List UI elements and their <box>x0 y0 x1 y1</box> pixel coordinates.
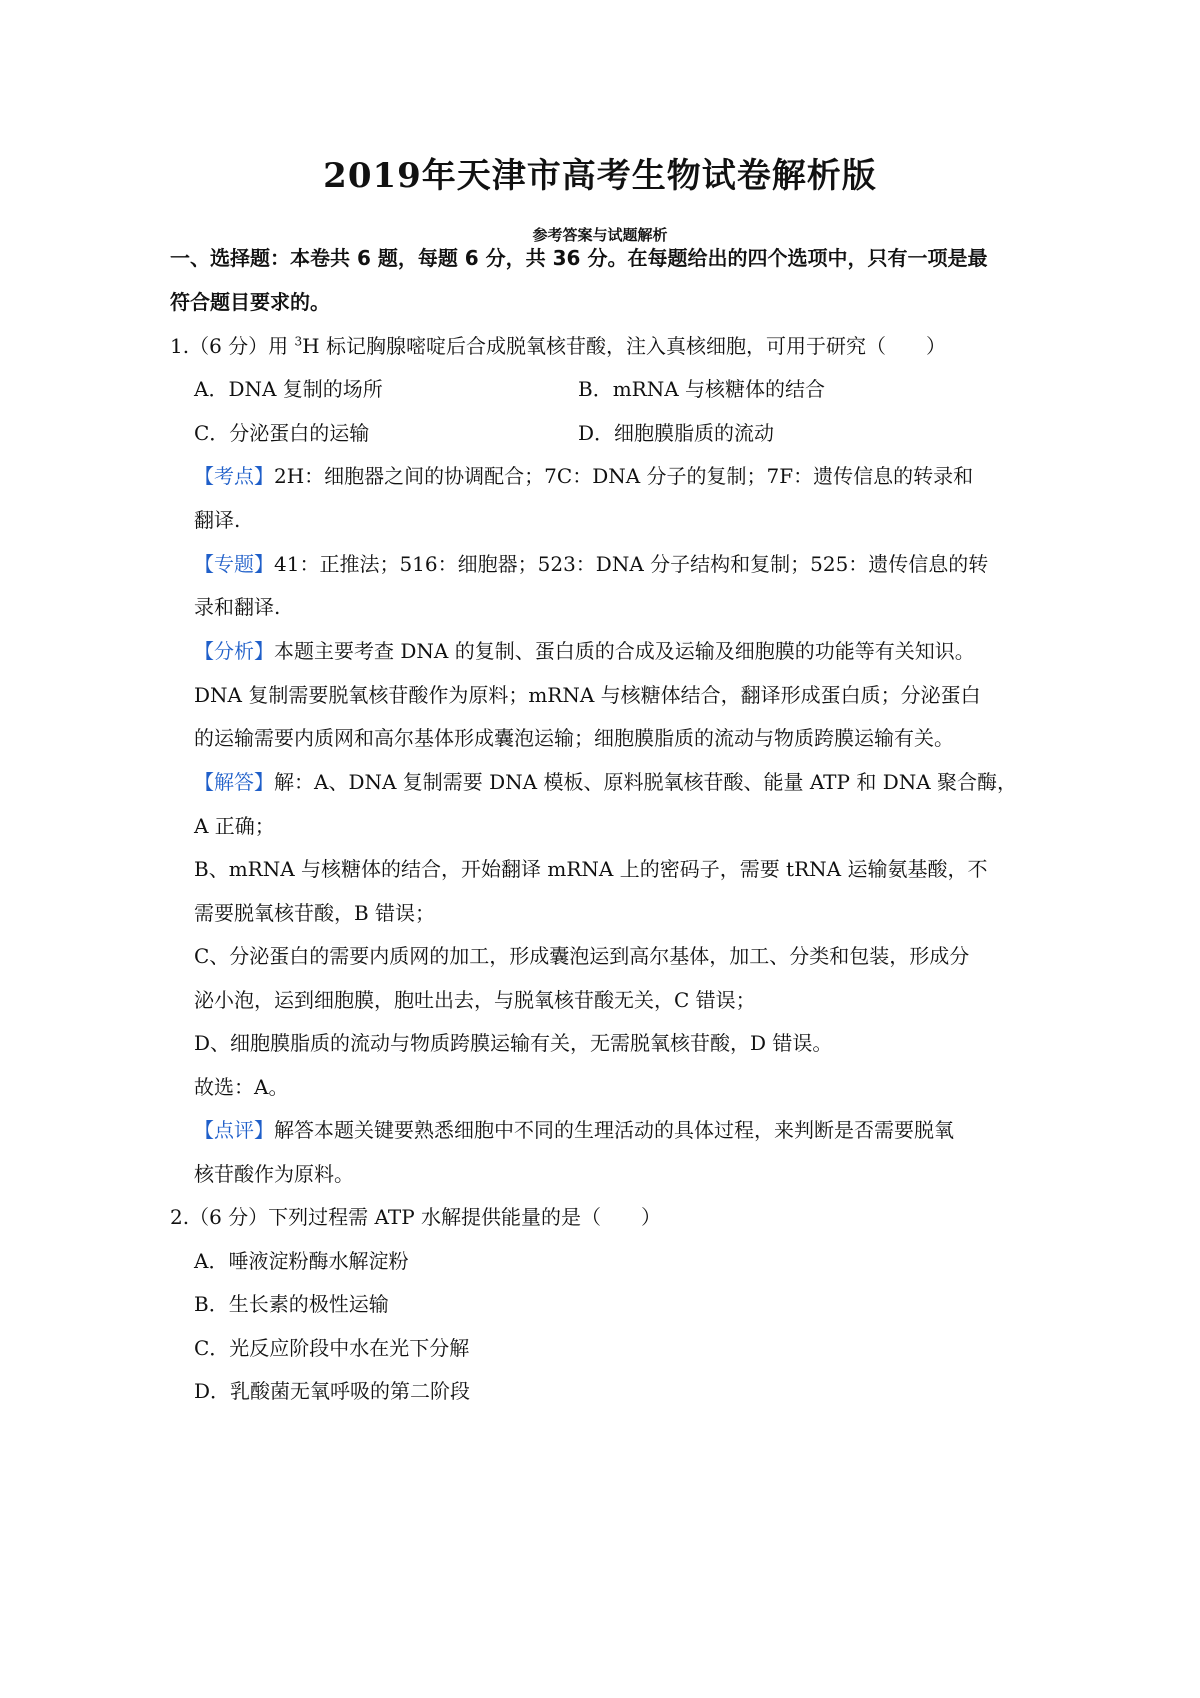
dianping-tag: 【点评】 <box>194 1118 274 1142</box>
fenxi-tag: 【分析】 <box>194 639 274 663</box>
kaodian-text-1: 2H：细胞器之间的协调配合；7C：DNA 分子的复制；7F：遗传信息的转录和 <box>274 464 974 488</box>
zhuanti-text-1: 41：正推法；516：细胞器；523：DNA 分子结构和复制；525：遗传信息的转 <box>274 552 989 576</box>
zhuanti-tag: 【专题】 <box>194 552 274 576</box>
q1-jieda-line-3: B、mRNA 与核糖体的结合，开始翻译 mRNA 上的密码子，需要 tRNA 运输氨基酸，不 <box>194 857 988 881</box>
q1-zhuanti-line-2: 录和翻译. <box>194 595 281 619</box>
dianping-text-1: 解答本题关键要熟悉细胞中不同的生理活动的具体过程，来判断是否需要脱氧 <box>274 1118 954 1142</box>
section-heading-line-2: 符合题目要求的。 <box>170 290 330 314</box>
q1-option-d: D．细胞膜脂质的流动 <box>578 421 775 445</box>
jieda-text-1: 解：A、DNA 复制需要 DNA 模板、原料脱氧核苷酸、能量 ATP 和 DNA 聚合酶， <box>274 770 1018 794</box>
fenxi-text-1: 本题主要考查 DNA 的复制、蛋白质的合成及运输及细胞膜的功能等有关知识。 <box>274 639 975 663</box>
page-title: 2019年天津市高考生物试卷解析版 <box>323 156 877 196</box>
q1-dianping-line-1 <box>194 1116 954 1144</box>
q1-jieda-line-8: 故选：A。 <box>194 1075 289 1099</box>
q2-option-a: A．唾液淀粉酶水解淀粉 <box>194 1249 409 1273</box>
q1-stem-rest: H 标记胸腺嘧啶后合成脱氧核苷酸，注入真核细胞，可用于研究（ ） <box>302 334 946 358</box>
q1-superscript: 3 <box>294 334 303 349</box>
q1-fenxi-line-2: DNA 复制需要脱氧核苷酸作为原料；mRNA 与核糖体结合，翻译形成蛋白质；分泌蛋白 <box>194 683 981 707</box>
question-2-stem: 2.（6 分）下列过程需 ATP 水解提供能量的是（ ） <box>170 1205 662 1229</box>
q1-jieda-line-2: A 正确； <box>194 814 275 838</box>
q1-jieda-line-6: 泌小泡，运到细胞膜，胞吐出去，与脱氧核苷酸无关，C 错误； <box>194 988 756 1012</box>
q2-option-d: D．乳酸菌无氧呼吸的第二阶段 <box>194 1379 471 1403</box>
q1-option-b: B．mRNA 与核糖体的结合 <box>578 377 826 401</box>
section-heading-line-1: 一、选择题：本卷共 6 题，每题 6 分，共 36 分。在每题给出的四个选项中，只有一项是最 <box>170 246 988 270</box>
q1-dianping-line-2: 核苷酸作为原料。 <box>194 1162 354 1186</box>
q1-fenxi-line-3: 的运输需要内质网和高尔基体形成囊泡运输；细胞膜脂质的流动与物质跨膜运输有关。 <box>194 726 954 750</box>
q1-jieda-line-4: 需要脱氧核苷酸，B 错误； <box>194 901 436 925</box>
q1-stem-prefix: 1.（6 分）用 <box>170 334 295 358</box>
q1-jieda-line-1 <box>194 768 1017 796</box>
q1-zhuanti-line-1 <box>194 550 988 578</box>
jieda-tag: 【解答】 <box>194 770 274 794</box>
q1-fenxi-line-1 <box>194 637 975 665</box>
q1-option-c: C．分泌蛋白的运输 <box>194 421 370 445</box>
q1-option-a: A．DNA 复制的场所 <box>194 377 383 401</box>
page-subtitle: 参考答案与试题解析 <box>532 226 668 244</box>
question-1-stem <box>170 332 946 360</box>
q1-kaodian-line-1 <box>194 462 973 490</box>
kaodian-tag: 【考点】 <box>194 464 274 488</box>
q2-option-b: B．生长素的极性运输 <box>194 1292 389 1316</box>
q1-kaodian-line-2: 翻译. <box>194 508 241 532</box>
q1-jieda-line-7: D、细胞膜脂质的流动与物质跨膜运输有关，无需脱氧核苷酸，D 错误。 <box>194 1031 833 1055</box>
q1-jieda-line-5: C、分泌蛋白的需要内质网的加工，形成囊泡运到高尔基体，加工、分类和包装，形成分 <box>194 944 970 968</box>
q2-option-c: C．光反应阶段中水在光下分解 <box>194 1336 470 1360</box>
